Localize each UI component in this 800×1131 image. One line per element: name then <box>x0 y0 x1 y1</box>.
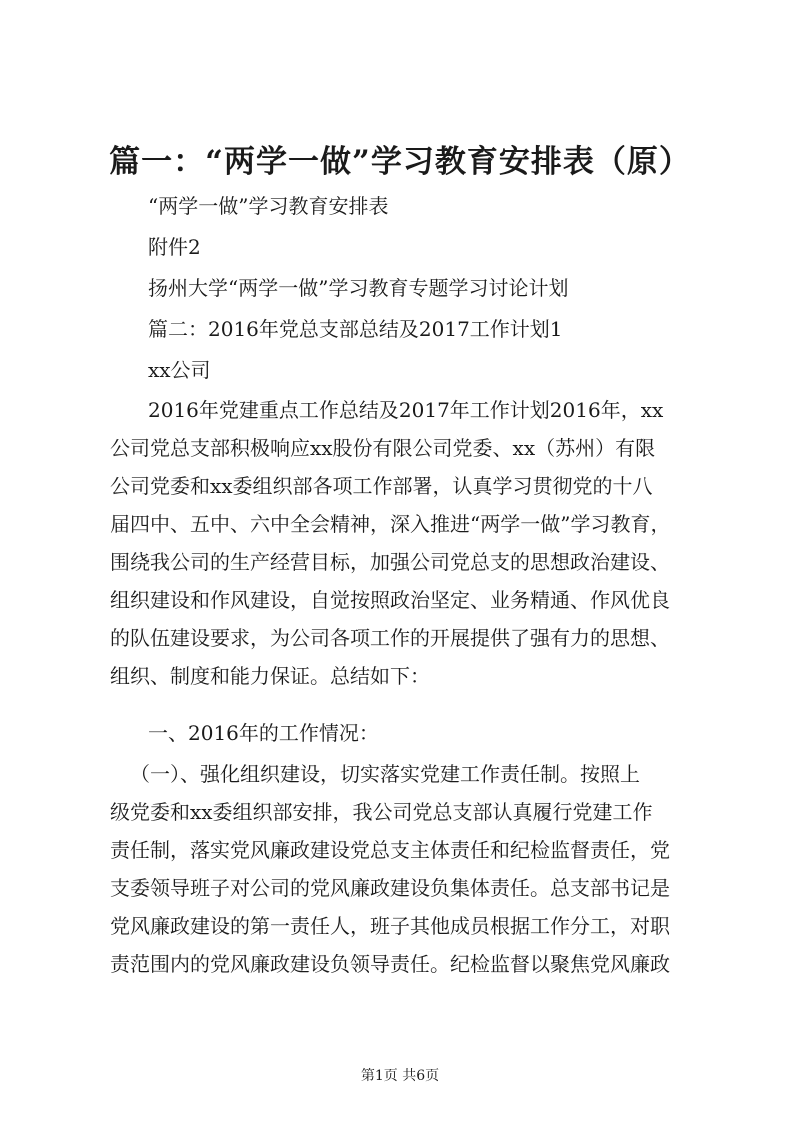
paragraph-organization <box>110 755 710 983</box>
paragraph-line: 2016年党建重点工作总结及2017年工作计划2016年，xx <box>148 398 664 422</box>
paragraph-line: 级党委和xx委组织部安排，我公司党总支部认真履行党建工作 <box>110 800 653 824</box>
paragraph-line: 组织建设和作风建设，自觉按照政治坚定、业务精通、作风优良 <box>110 588 670 612</box>
company-line: xx公司 <box>148 358 211 382</box>
subtitle-line: “两学一做”学习教育安排表 <box>148 194 389 218</box>
paragraph-line: 围绕我公司的生产经营目标，加强公司党总支的思想政治建设、 <box>110 550 670 574</box>
paragraph-line: 公司党委和xx委组织部各项工作部署，认真学习贯彻党的十八 <box>110 474 653 498</box>
attachment-line: 附件2 <box>148 235 201 259</box>
paragraph-summary <box>110 391 710 695</box>
paragraph-line: 的队伍建设要求，为公司各项工作的开展提供了强有力的思想、 <box>110 626 670 650</box>
page-number-footer: 第1页 共6页 <box>360 1068 440 1084</box>
section-heading: 一、2016年的工作情况： <box>148 721 379 745</box>
paragraph-line: 届四中、五中、六中全会精神，深入推进“两学一做”学习教育， <box>110 512 671 536</box>
paragraph-line: 责任制，落实党风廉政建设党总支主体责任和纪检监督责任，党 <box>110 838 670 862</box>
chapter-two-heading: 篇二：2016年党总支部总结及2017工作计划1 <box>148 317 563 341</box>
paragraph-line: 支委领导班子对公司的党风廉政建设负集体责任。总支部书记是 <box>110 876 670 900</box>
paragraph-line: 公司党总支部积极响应xx股份有限公司党委、xx（苏州）有限 <box>110 436 656 460</box>
paragraph-line: 责范围内的党风廉政建设负领导责任。纪检监督以聚焦党风廉政 <box>110 952 670 976</box>
paragraph-line: 党风廉政建设的第一责任人，班子其他成员根据工作分工，对职 <box>110 914 670 938</box>
document-title: 篇一：“两学一做”学习教育安排表（原） <box>109 144 691 180</box>
paragraph-line: （一）、强化组织建设，切实落实党建工作责任制。按照上 <box>130 762 640 786</box>
plan-title-line: 扬州大学“两学一做”学习教育专题学习讨论计划 <box>148 276 569 300</box>
paragraph-line: 组织、制度和能力保证。总结如下： <box>110 664 430 688</box>
